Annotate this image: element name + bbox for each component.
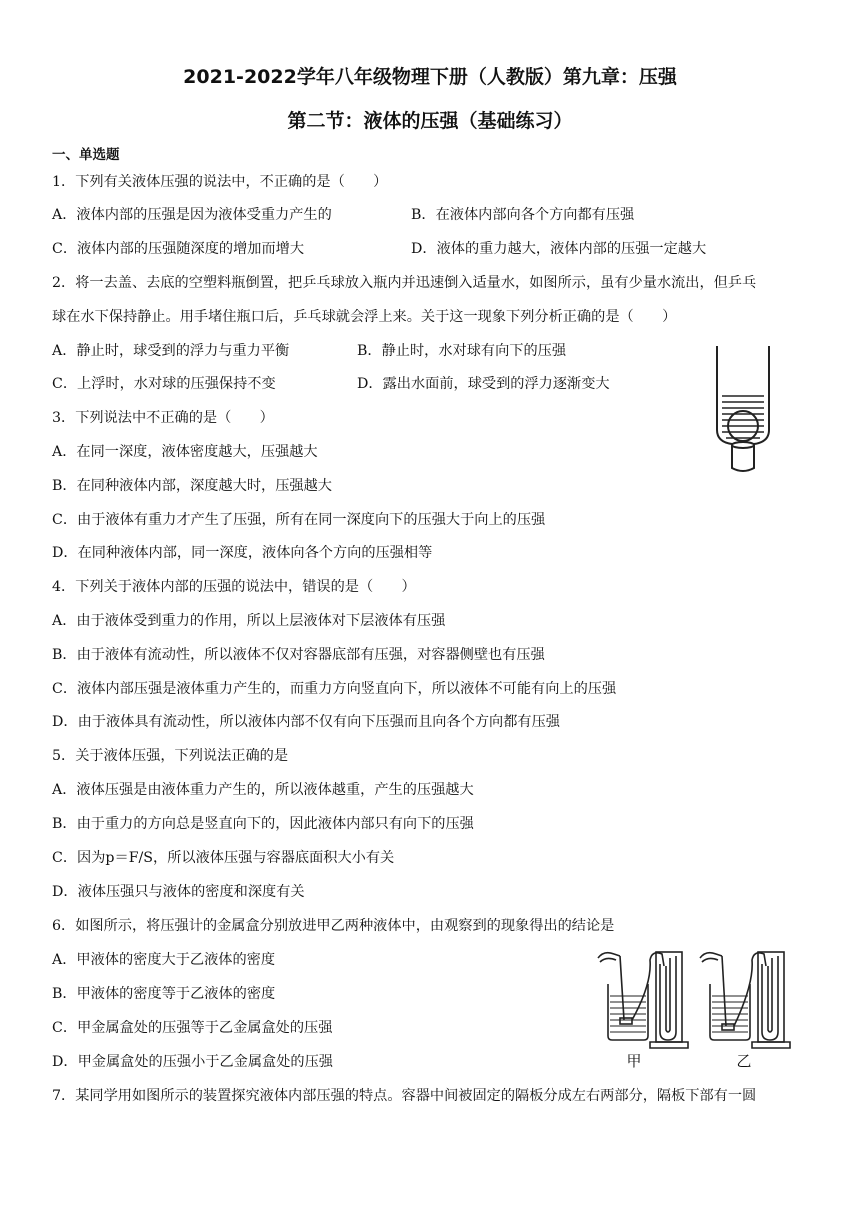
question-2-option-c: C．上浮时，水对球的压强保持不变 (52, 376, 276, 392)
question-4-option-d: D．由于液体具有流动性，所以液体内部不仅有向下压强而且向各个方向都有压强 (52, 714, 560, 730)
question-1-option-a: A．液体内部的压强是因为液体受重力产生的 (52, 207, 332, 223)
section-heading: 一、单选题 (52, 147, 120, 163)
question-6-option-b: B．甲液体的密度等于乙液体的密度 (52, 986, 276, 1002)
question-4-option-c: C．液体内部压强是液体重力产生的，而重力方向竖直向下，所以液体不可能有向上的压强 (52, 681, 617, 697)
question-5-option-a: A．液体压强是由液体重力产生的，所以液体越重，产生的压强越大 (52, 782, 474, 798)
question-3-option-a: A．在同一深度，液体密度越大，压强越大 (52, 444, 318, 460)
pressure-gauge-figure (592, 944, 792, 1070)
figure-label-yi: 乙 (736, 1052, 752, 1070)
question-4-stem: 4．下列关于液体内部的压强的说法中，错误的是（ ） (52, 579, 416, 595)
question-2-option-d: D．露出水面前，球受到的浮力逐渐变大 (357, 376, 610, 392)
document-title: 2021-2022学年八年级物理下册（人教版）第九章：压强 (183, 66, 677, 88)
question-6-option-a: A．甲液体的密度大于乙液体的密度 (52, 952, 276, 968)
question-6-option-d: D．甲金属盒处的压强小于乙金属盒处的压强 (52, 1054, 333, 1070)
question-5-option-d: D．液体压强只与液体的密度和深度有关 (52, 884, 305, 900)
question-1-option-c: C．液体内部的压强随深度的增加而增大 (52, 241, 305, 257)
figure-label-jia: 甲 (626, 1052, 642, 1070)
question-5-option-b: B．由于重力的方向总是竖直向下的，因此液体内部只有向下的压强 (52, 816, 474, 832)
question-2-stem-line-2: 球在水下保持静止。用手堵住瓶口后，乒乓球就会浮上来。关于这一现象下列分析正确的是（ ） (52, 309, 677, 325)
question-1-stem: 1．下列有关液体压强的说法中，不正确的是（ ） (52, 174, 388, 190)
question-2-option-a: A．静止时，球受到的浮力与重力平衡 (52, 343, 290, 359)
question-5-option-c: C．因为p＝F/S，所以液体压强与容器底面积大小有关 (52, 850, 395, 866)
question-4-option-b: B．由于液体有流动性，所以液体不仅对容器底部有压强，对容器侧壁也有压强 (52, 647, 545, 663)
gauge-setup-yi (700, 952, 790, 1048)
question-4-option-a: A．由于液体受到重力的作用，所以上层液体对下层液体有压强 (52, 613, 446, 629)
question-6-option-c: C．甲金属盒处的压强等于乙金属盒处的压强 (52, 1020, 333, 1036)
document-subtitle: 第二节：液体的压强（基础练习） (287, 110, 573, 132)
question-3-option-b: B．在同种液体内部，深度越大时，压强越大 (52, 478, 332, 494)
question-7-stem: 7．某同学用如图所示的装置探究液体内部压强的特点。容器中间被固定的隔板分成左右两部分，隔板下部有一圆 (52, 1088, 757, 1104)
gauge-setup-jia (598, 952, 688, 1048)
question-2-stem-line-1: 2．将一去盖、去底的空塑料瓶倒置，把乒乓球放入瓶内并迅速倒入适量水，如图所示，虽有少量水流出，但乒乓 (52, 275, 757, 291)
question-6-stem: 6．如图所示，将压强计的金属盒分别放进甲乙两种液体中，由观察到的现象得出的结论是 (52, 918, 615, 934)
question-3-option-c: C．由于液体有重力才产生了压强，所有在同一深度向下的压强大于向上的压强 (52, 512, 546, 528)
question-5-stem: 5．关于液体压强，下列说法正确的是 (52, 748, 289, 764)
question-3-option-d: D．在同种液体内部，同一深度，液体向各个方向的压强相等 (52, 545, 433, 561)
question-1-option-d: D．液体的重力越大，液体内部的压强一定越大 (411, 241, 707, 257)
question-1-option-b: B．在液体内部向各个方向都有压强 (411, 207, 635, 223)
question-2-option-b: B．静止时，水对球有向下的压强 (357, 343, 567, 359)
question-3-stem: 3．下列说法中不正确的是（ ） (52, 410, 274, 426)
bottle-pingpong-figure (712, 344, 774, 476)
